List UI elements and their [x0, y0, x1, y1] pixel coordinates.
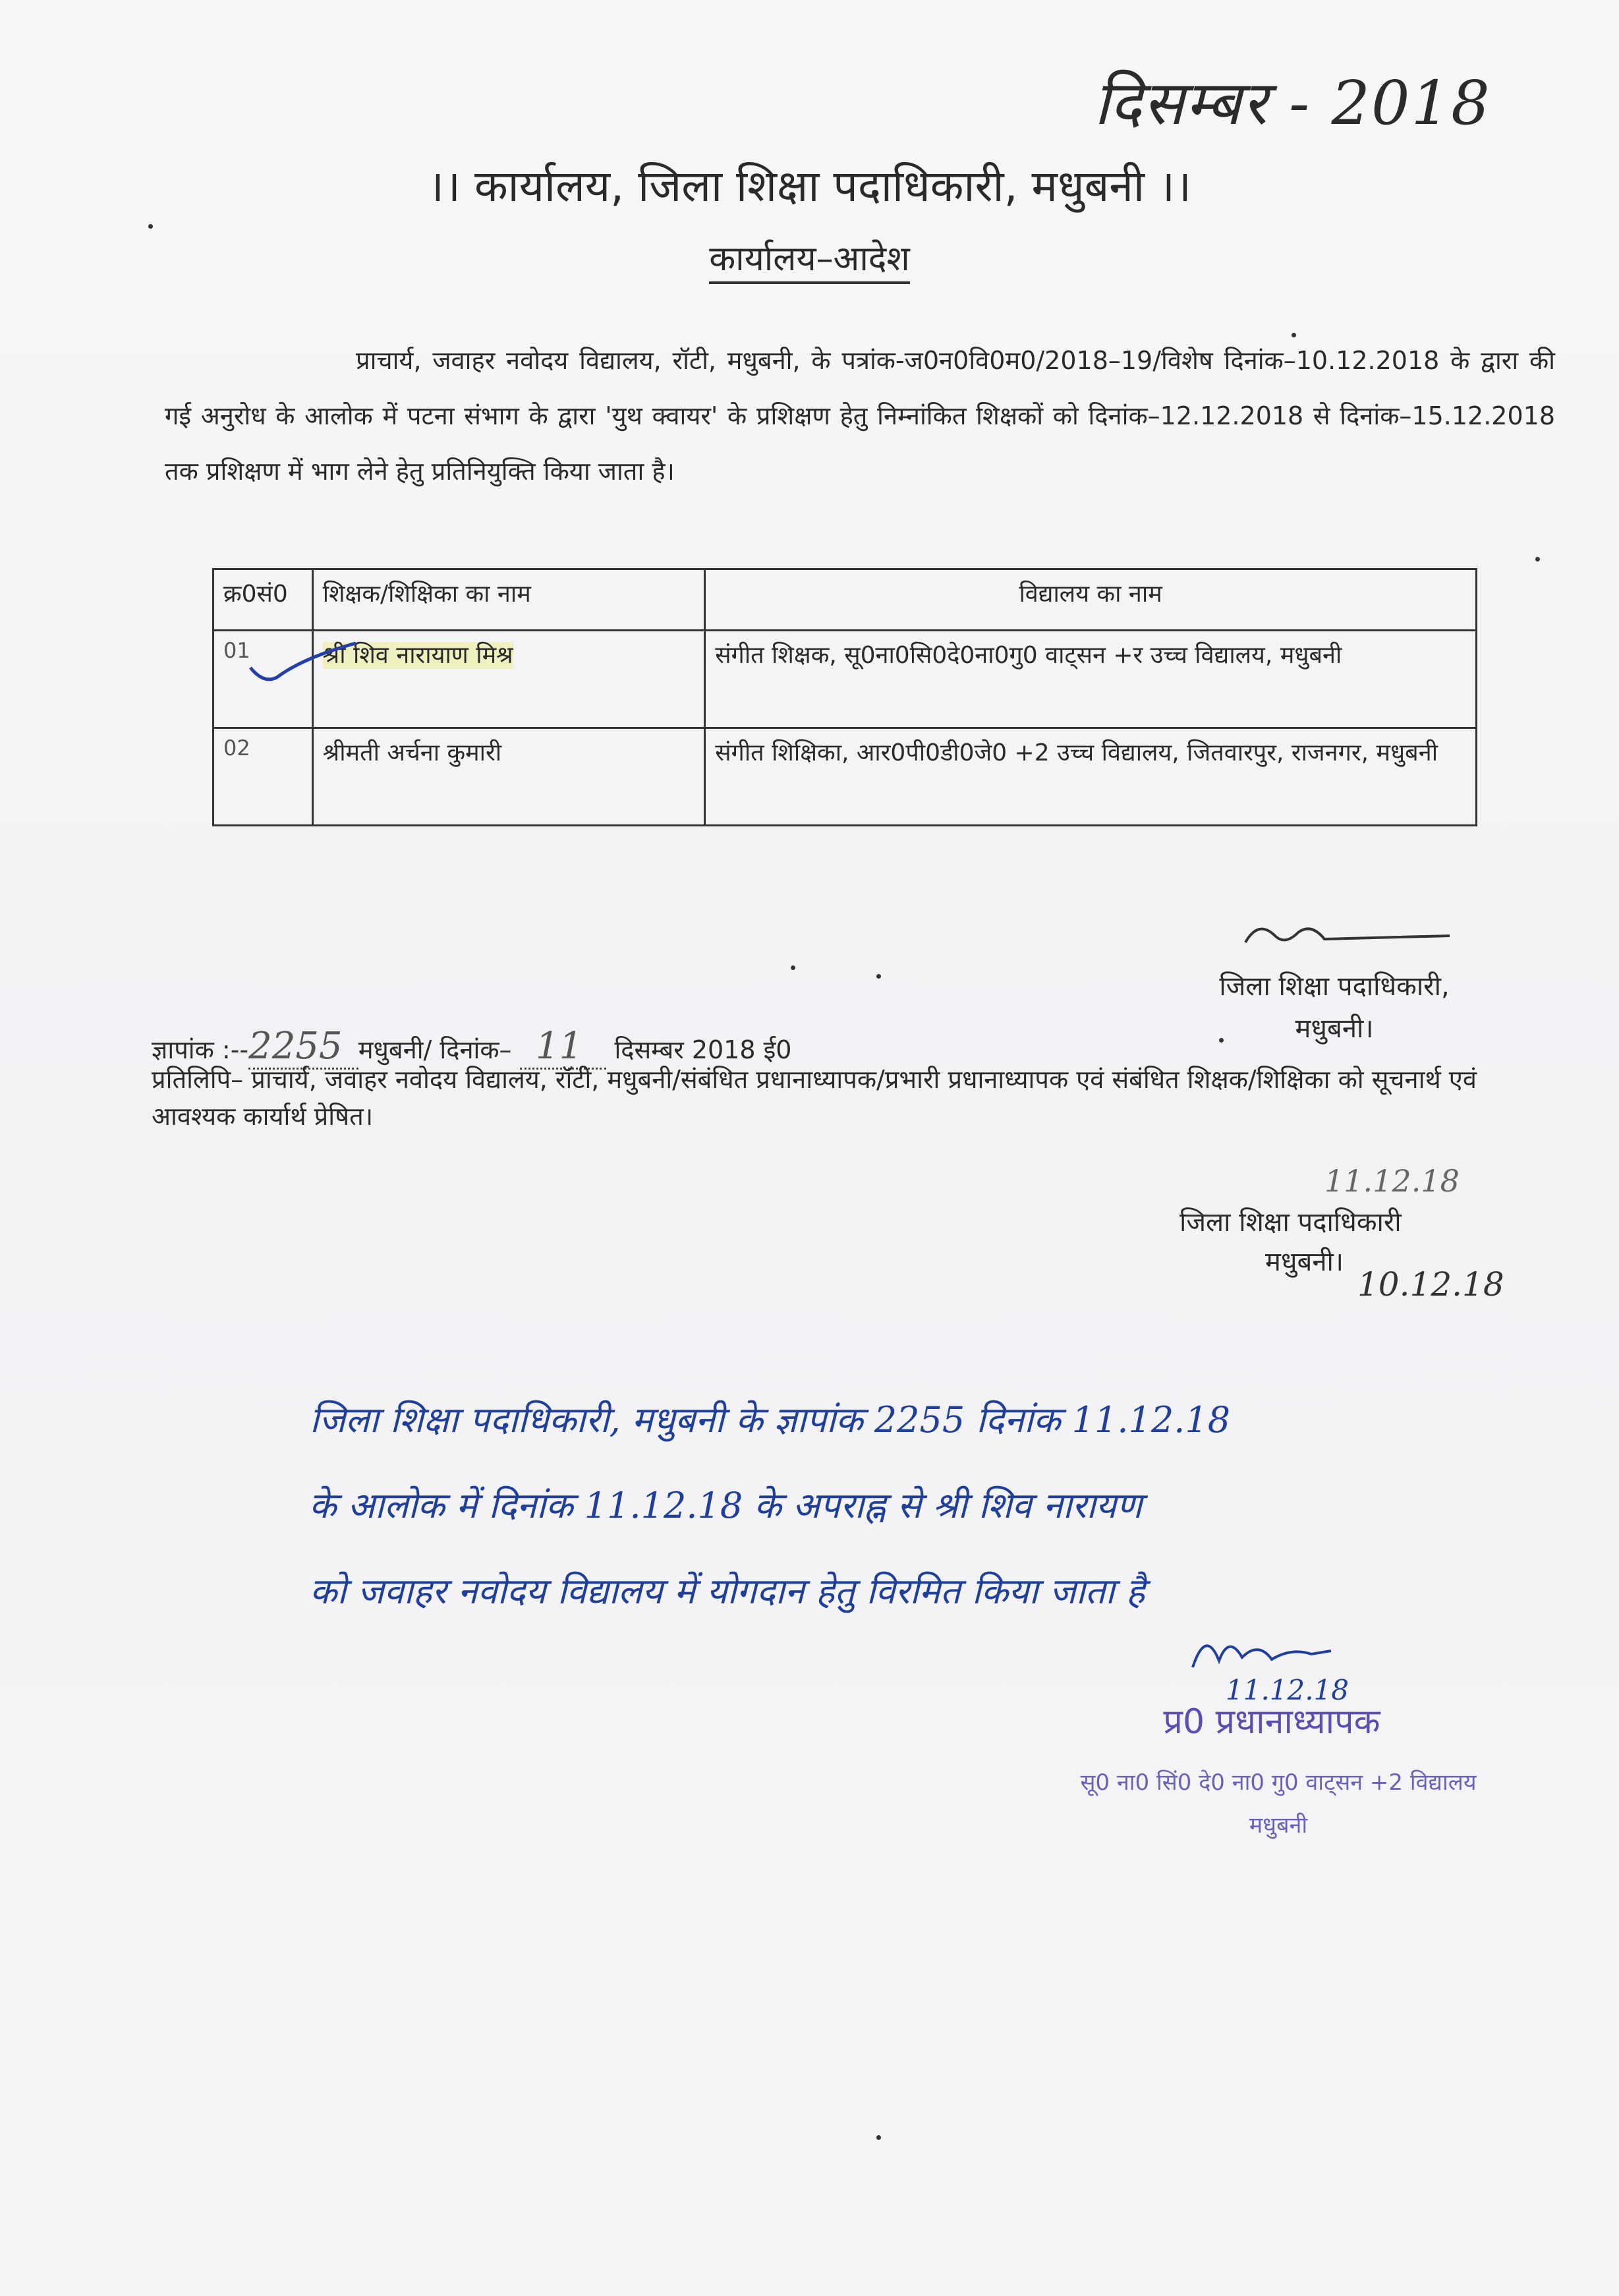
- memo-place: मधुबनी/ दिनांक–: [358, 1035, 512, 1064]
- headmaster-signature-icon: [1179, 1621, 1351, 1680]
- office-order-heading: [0, 234, 1619, 281]
- order-paragraph: [165, 333, 1555, 499]
- col-header-school: विद्यालय का नाम: [705, 569, 1477, 631]
- officer-signature-block: [1193, 965, 1476, 1050]
- handwritten-relieving-note: [310, 1377, 1595, 1634]
- memo-date-hand: 11: [535, 1025, 583, 1068]
- row-school: संगीत शिक्षक, सू0ना0सि0दे0ना0गु0 वाट्सन +र उच्च विद्यालय, मधुबनी: [705, 631, 1477, 728]
- col-header-serial: क्र0सं0: [213, 569, 313, 631]
- headmaster-stamp-title: प्र0 प्रधानाध्यापक: [1163, 1702, 1380, 1742]
- table-row: [213, 631, 1477, 728]
- scan-speck: [876, 2135, 881, 2140]
- scan-speck: [1292, 333, 1296, 337]
- row-name-text: श्री शिव नारायाण मिश्र: [322, 642, 513, 669]
- headmaster-stamp-place: मधुबनी: [1249, 1812, 1308, 1839]
- officer-designation: जिला शिक्षा पदाधिकारी,: [1219, 971, 1450, 1002]
- signature-hand-date: 10.12.18: [1357, 1265, 1504, 1304]
- scan-speck: [791, 965, 795, 970]
- row-name: श्रीमती अर्चना कुमारी: [312, 728, 704, 826]
- row-school: संगीत शिक्षिका, आर0पी0डी0जे0 +2 उच्च विद्यालय, जितवारपुर, राजनगर, मधुबनी: [705, 728, 1477, 826]
- scan-speck: [1219, 1038, 1224, 1043]
- col-header-name: शिक्षक/शिक्षिका का नाम: [312, 569, 704, 631]
- signature-scribble-icon: [1239, 916, 1456, 962]
- memo-prefix: ज्ञापांक :--: [152, 1035, 249, 1064]
- copy-to-text: प्रतिलिपि– प्राचार्य, जवाहर नवोदय विद्यालय, रॉटी, मधुबनी/संबंधित प्रधानाध्यापक/प्रभारी प्रधानाध्यापक एवं संबंधित शिक्षक/शिक्षिका को सूचनार्थ एवं आवश्यक कार्यार्थ प्रेषित।: [152, 1065, 1477, 1131]
- note-line-1: जिला शिक्षा पदाधिकारी, मधुबनी के ज्ञापांक 2255 दिनांक 11.12.18: [310, 1399, 1231, 1441]
- headmaster-stamp-school: सू0 ना0 सिं0 दे0 ना0 गु0 वाट्सन +2 विद्यालय: [1080, 1769, 1477, 1796]
- officer-designation-2: जिला शिक्षा पदाधिकारी: [1179, 1207, 1402, 1238]
- scan-speck: [1535, 557, 1540, 561]
- office-order-heading-text: कार्यालय–आदेश: [709, 239, 910, 284]
- scan-speck: [148, 224, 153, 229]
- row-name: [312, 631, 704, 728]
- memo-suffix: दिसम्बर 2018 ई0: [614, 1035, 792, 1064]
- note-line-2: के आलोक में दिनांक 11.12.18 के अपराह्न से श्री शिव नारायण: [309, 1485, 1143, 1526]
- scan-speck: [876, 974, 881, 979]
- row-serial: 02: [213, 728, 313, 826]
- handwritten-month: दिसम्बर - 2018: [1094, 68, 1491, 138]
- officer-location-2: मधुबनी।: [1265, 1247, 1344, 1277]
- tick-mark-icon: [244, 638, 362, 691]
- order-paragraph-text: प्राचार्य, जवाहर नवोदय विद्यालय, रॉटी, मधुबनी, के पत्रांक-ज0न0वि0म0/2018–19/विशेष दिनांक–10.12.2018 के द्वारा की गई अनुरोध के आलोक में पटना संभाग के द्वारा 'युथ क्वायर' के प्रशिक्षण हेतु निम्नांकित शिक्षकों को दिनांक–12.12.2018 से दिनांक–15.12.2018 तक प्रशिक्षण में भाग लेने हेतु प्रतिनियुक्ति किया जाता है।: [165, 346, 1555, 486]
- officer-location: मधुबनी।: [1295, 1014, 1374, 1044]
- deputation-table: [212, 568, 1477, 826]
- memo-number-hand: 2255: [248, 1025, 343, 1068]
- note-date: 11.12.18: [1226, 1674, 1349, 1706]
- table-row: [213, 728, 1477, 826]
- table-header-row: [213, 569, 1477, 631]
- note-line-3: को जवाहर नवोदय विद्यालय में योगदान हेतु विरमित किया जाता है: [310, 1570, 1145, 1612]
- received-hand-date: 11.12.18: [1324, 1163, 1460, 1199]
- office-title: ।। कार्यालय, जिला शिक्षा पदाधिकारी, मधुबनी ।।: [427, 161, 1192, 212]
- row-serial: 01: [213, 631, 313, 728]
